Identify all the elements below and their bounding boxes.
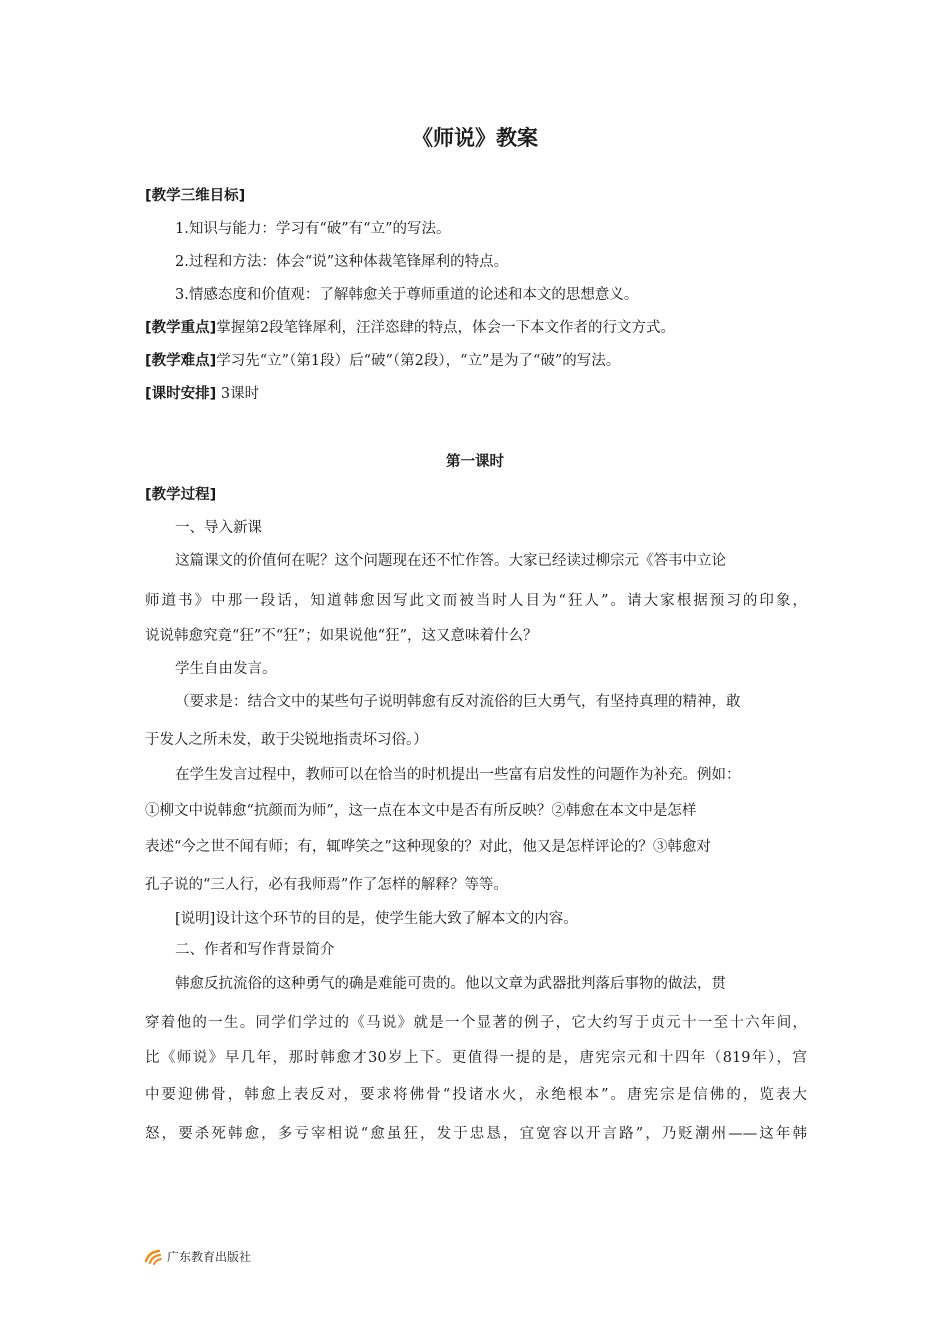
objective-item: 3.情感态度和价值观：了解韩愈关于尊师重道的论述和本文的思想意义。 [175, 287, 639, 303]
publisher-name: 广东教育出版社 [167, 1250, 252, 1264]
paragraph-line: ①柳文中说韩愈“抗颜而为师”，这一点在本文中是否有所反映？②韩愈在本文中是怎样 [145, 803, 697, 819]
paragraph-line: 这篇课文的价值何在呢？这个问题现在还不忙作答。大家已经读过柳宗元《答韦中立论 [175, 553, 726, 569]
key-point [145, 318, 675, 338]
paragraph-line: 师道书》中那一段话，知道韩愈因写此文而被当时人目为“狂人”。请大家根据预习的印象， [145, 593, 807, 609]
paragraph-line: 中要迎佛骨，韩愈上表反对，要求将佛骨“投诸水火，永绝根本”。唐宪宗是信佛的，览表大 [145, 1087, 807, 1103]
schedule-label: [课时安排] [145, 386, 217, 402]
paragraph-line: 在学生发言过程中，教师可以在恰当的时机提出一些富有启发性的问题作为补充。例如： [175, 767, 741, 783]
paragraph-line: 说说韩愈究竟“狂”不“狂”；如果说他“狂”，这又意味着什么？ [145, 628, 538, 644]
section-title: 一、导入新课 [175, 520, 262, 536]
publisher-logo-icon [143, 1249, 163, 1265]
note: [说明]设计这个环节的目的是，使学生能大致了解本文的内容。 [175, 911, 578, 927]
difficulty-label: [教学难点] [145, 353, 217, 369]
lesson-title: 第一课时 [446, 454, 504, 470]
objective-item: 1.知识与能力：学习有“破”有“立”的写法。 [175, 221, 451, 237]
requirement-line: 于发人之所未发，敢于尖锐地指责坏习俗。） [145, 732, 428, 748]
paragraph-line: 表述“今之世不闻有师；有，辄哗笑之”这种现象的？对此，他又是怎样评论的？③韩愈对 [145, 839, 711, 855]
paragraph-line: 比《师说》早几年，那时韩愈才30岁上下。更值得一提的是，唐宪宗元和十四年（819年），宫 [145, 1050, 807, 1066]
difficulty-text: 学习先“立”（第1段）后“破”（第2段），“立”是为了“破”的写法。 [216, 353, 621, 369]
process-heading: [教学过程] [145, 487, 217, 503]
difficulty [145, 351, 620, 371]
students-speak: 学生自由发言。 [175, 661, 277, 677]
footer [143, 1248, 251, 1265]
paragraph-line: 孔子说的“三人行，必有我师焉”作了怎样的解释？等等。 [145, 877, 508, 893]
objectives-heading: [教学三维目标] [145, 188, 246, 204]
paragraph-line: 怒，要杀死韩愈，多亏宰相说“愈虽狂，发于忠恳，宜宽容以开言路”，乃贬潮州——这年韩 [145, 1126, 807, 1142]
key-point-label: [教学重点] [145, 320, 217, 336]
objective-item: 2.过程和方法：体会“说”这种体裁笔锋犀利的特点。 [175, 254, 509, 270]
document-title: 《师说》教案 [412, 126, 538, 150]
requirement-line: （要求是：结合文中的某些句子说明韩愈有反对流俗的巨大勇气，有坚持真理的精神，敢 [175, 694, 741, 710]
schedule-text: 3课时 [216, 386, 260, 402]
schedule [145, 384, 259, 404]
key-point-text: 掌握第2段笔锋犀利，汪洋恣肆的特点，体会一下本文作者的行文方式。 [216, 320, 675, 336]
paragraph-line: 穿着他的一生。同学们学过的《马说》就是一个显著的例子，它大约写于贞元十一至十六年间， [145, 1015, 807, 1031]
paragraph-line: 韩愈反抗流俗的这种勇气的确是难能可贵的。他以文章为武器批判落后事物的做法，贯 [175, 976, 726, 992]
section-title: 二、作者和写作背景简介 [175, 942, 335, 958]
